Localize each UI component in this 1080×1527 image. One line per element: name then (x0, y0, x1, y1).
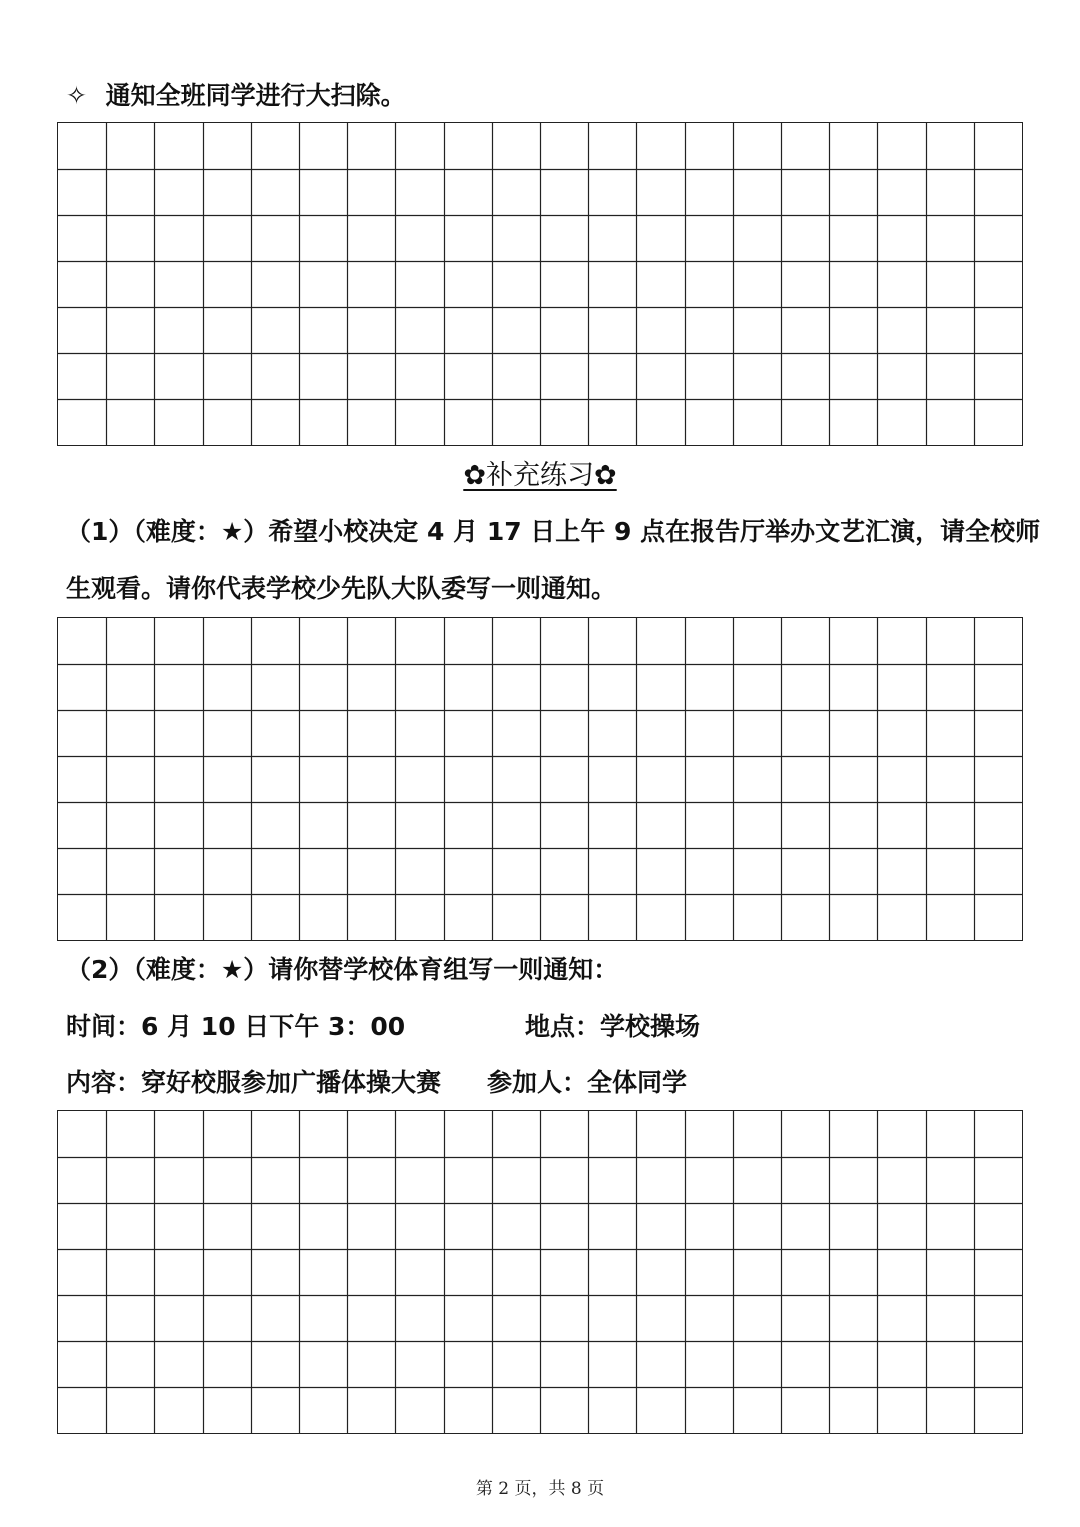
question1-line2: 生观看。请你代表学校少先队大队委写一则通知。 (66, 574, 617, 603)
writing-grid-2[interactable] (57, 617, 1023, 941)
star-bullet-icon: ✧ (66, 81, 87, 110)
question2-content: 内容：穿好校服参加广播体操大赛 (66, 1068, 442, 1097)
writing-grid-3[interactable] (57, 1110, 1023, 1434)
task-line (66, 80, 406, 112)
question1-line1: （1）（难度：★）希望小校决定 4 月 17 日上午 9 点在报告厅举办文艺汇演，请全校师 (66, 517, 1041, 546)
writing-grid-1[interactable] (57, 122, 1023, 446)
question2-time: 时间：6 月 10 日下午 3：00 (66, 1012, 406, 1041)
flower-icon: ✿ (463, 460, 486, 491)
section-title-text: 补充练习 (486, 460, 594, 491)
question2-place: 地点：学校操场 (525, 1012, 701, 1041)
section-title (0, 458, 1080, 494)
flower-icon: ✿ (594, 460, 617, 491)
page-footer: 第 2 页，共 8 页 (475, 1479, 605, 1499)
question2-participants: 参加人：全体同学 (487, 1068, 688, 1097)
task-text: 通知全班同学进行大扫除。 (105, 81, 406, 110)
question2-line1: （2）（难度：★）请你替学校体育组写一则通知： (66, 955, 619, 984)
